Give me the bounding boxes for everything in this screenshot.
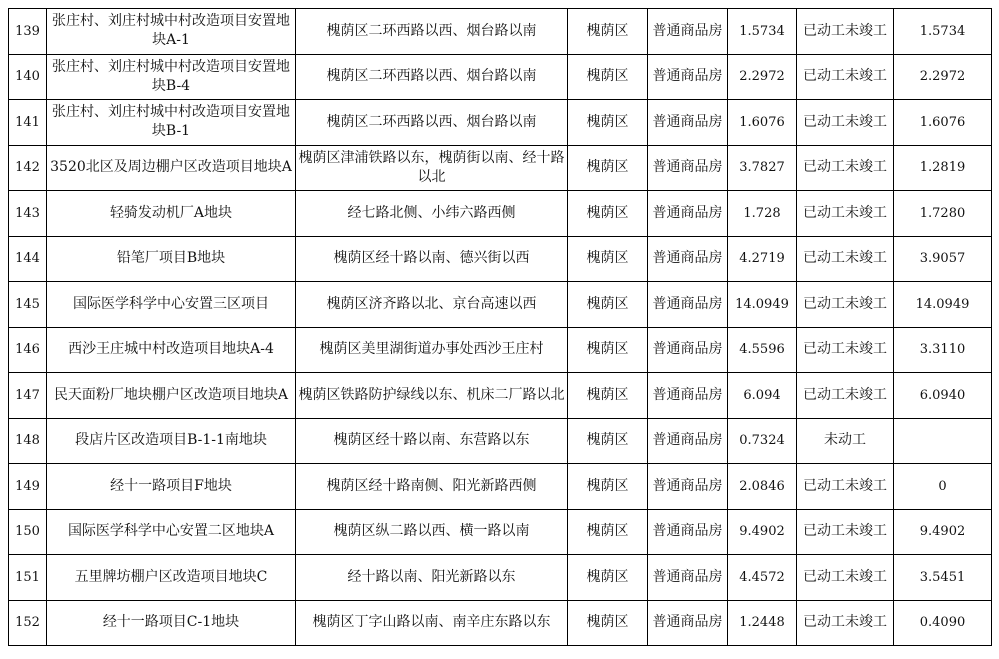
started-area-cell: 1.2819 [894, 145, 992, 191]
area-cell: 1.6076 [728, 100, 797, 146]
started-area-cell: 2.2972 [894, 54, 992, 100]
area-cell: 4.2719 [728, 236, 797, 282]
project-name-cell: 国际医学科学中心安置三区项目 [47, 282, 296, 328]
row-number-cell: 150 [9, 509, 47, 555]
table-row [9, 282, 992, 328]
table-row [9, 418, 992, 464]
started-area-cell: 0.4090 [894, 600, 992, 646]
housing-type-cell: 普通商品房 [648, 100, 728, 146]
housing-type-cell: 普通商品房 [648, 373, 728, 419]
row-number-cell: 141 [9, 100, 47, 146]
district-cell: 槐荫区 [568, 191, 648, 237]
table-body [9, 9, 992, 646]
project-name-cell: 五里牌坊棚户区改造项目地块C [47, 555, 296, 601]
started-area-cell: 1.6076 [894, 100, 992, 146]
area-cell: 1.5734 [728, 9, 797, 55]
district-cell: 槐荫区 [568, 600, 648, 646]
started-area-cell: 3.9057 [894, 236, 992, 282]
district-cell: 槐荫区 [568, 555, 648, 601]
location-cell: 槐荫区二环西路以西、烟台路以南 [296, 100, 568, 146]
status-cell: 已动工未竣工 [797, 9, 894, 55]
table-row [9, 509, 992, 555]
project-name-cell: 经十一路项目C-1地块 [47, 600, 296, 646]
district-cell: 槐荫区 [568, 373, 648, 419]
started-area-cell: 3.5451 [894, 555, 992, 601]
location-cell: 槐荫区纵二路以西、横一路以南 [296, 509, 568, 555]
area-cell: 2.0846 [728, 464, 797, 510]
row-number-cell: 149 [9, 464, 47, 510]
project-name-cell: 张庄村、刘庄村城中村改造项目安置地块B-4 [47, 54, 296, 100]
started-area-cell: 9.4902 [894, 509, 992, 555]
area-cell: 4.5596 [728, 327, 797, 373]
location-cell: 槐荫区津浦铁路以东，槐荫街以南、经十路以北 [296, 145, 568, 191]
housing-type-cell: 普通商品房 [648, 555, 728, 601]
district-cell: 槐荫区 [568, 509, 648, 555]
started-area-cell: 1.5734 [894, 9, 992, 55]
row-number-cell: 147 [9, 373, 47, 419]
table-row [9, 145, 992, 191]
row-number-cell: 143 [9, 191, 47, 237]
district-cell: 槐荫区 [568, 9, 648, 55]
row-number-cell: 144 [9, 236, 47, 282]
location-cell: 槐荫区二环西路以西、烟台路以南 [296, 9, 568, 55]
status-cell: 已动工未竣工 [797, 555, 894, 601]
location-cell: 槐荫区经十路南侧、阳光新路西侧 [296, 464, 568, 510]
table-row [9, 191, 992, 237]
table-row [9, 54, 992, 100]
housing-type-cell: 普通商品房 [648, 418, 728, 464]
project-name-cell: 轻骑发动机厂A地块 [47, 191, 296, 237]
status-cell: 未动工 [797, 418, 894, 464]
started-area-cell: 14.0949 [894, 282, 992, 328]
housing-type-cell: 普通商品房 [648, 145, 728, 191]
location-cell: 槐荫区济齐路以北、京台高速以西 [296, 282, 568, 328]
location-cell: 槐荫区二环西路以西、烟台路以南 [296, 54, 568, 100]
project-name-cell: 国际医学科学中心安置二区地块A [47, 509, 296, 555]
status-cell: 已动工未竣工 [797, 100, 894, 146]
table-row [9, 236, 992, 282]
district-cell: 槐荫区 [568, 54, 648, 100]
housing-type-cell: 普通商品房 [648, 600, 728, 646]
district-cell: 槐荫区 [568, 145, 648, 191]
district-cell: 槐荫区 [568, 236, 648, 282]
housing-type-cell: 普通商品房 [648, 54, 728, 100]
table-row [9, 327, 992, 373]
project-name-cell: 张庄村、刘庄村城中村改造项目安置地块B-1 [47, 100, 296, 146]
project-name-cell: 3520北区及周边棚户区改造项目地块A [47, 145, 296, 191]
started-area-cell [894, 418, 992, 464]
row-number-cell: 146 [9, 327, 47, 373]
area-cell: 9.4902 [728, 509, 797, 555]
row-number-cell: 140 [9, 54, 47, 100]
housing-type-cell: 普通商品房 [648, 282, 728, 328]
housing-type-cell: 普通商品房 [648, 9, 728, 55]
row-number-cell: 148 [9, 418, 47, 464]
location-cell: 槐荫区美里湖街道办事处西沙王庄村 [296, 327, 568, 373]
table-row [9, 464, 992, 510]
table-row [9, 373, 992, 419]
district-cell: 槐荫区 [568, 327, 648, 373]
table-row [9, 9, 992, 55]
status-cell: 已动工未竣工 [797, 464, 894, 510]
area-cell: 1.2448 [728, 600, 797, 646]
project-name-cell: 西沙王庄城中村改造项目地块A-4 [47, 327, 296, 373]
area-cell: 4.4572 [728, 555, 797, 601]
location-cell: 经十路以南、阳光新路以东 [296, 555, 568, 601]
status-cell: 已动工未竣工 [797, 145, 894, 191]
started-area-cell: 6.0940 [894, 373, 992, 419]
area-cell: 14.0949 [728, 282, 797, 328]
location-cell: 槐荫区丁字山路以南、南辛庄东路以东 [296, 600, 568, 646]
project-name-cell: 段店片区改造项目B-1-1南地块 [47, 418, 296, 464]
table-row [9, 600, 992, 646]
row-number-cell: 145 [9, 282, 47, 328]
location-cell: 槐荫区经十路以南、德兴街以西 [296, 236, 568, 282]
row-number-cell: 151 [9, 555, 47, 601]
housing-type-cell: 普通商品房 [648, 464, 728, 510]
status-cell: 已动工未竣工 [797, 327, 894, 373]
housing-type-cell: 普通商品房 [648, 236, 728, 282]
row-number-cell: 152 [9, 600, 47, 646]
status-cell: 已动工未竣工 [797, 373, 894, 419]
area-cell: 1.728 [728, 191, 797, 237]
area-cell: 6.094 [728, 373, 797, 419]
district-cell: 槐荫区 [568, 100, 648, 146]
district-cell: 槐荫区 [568, 282, 648, 328]
status-cell: 已动工未竣工 [797, 600, 894, 646]
housing-type-cell: 普通商品房 [648, 191, 728, 237]
location-cell: 经七路北侧、小纬六路西侧 [296, 191, 568, 237]
land-supply-table [8, 8, 992, 646]
location-cell: 槐荫区经十路以南、东营路以东 [296, 418, 568, 464]
row-number-cell: 142 [9, 145, 47, 191]
area-cell: 3.7827 [728, 145, 797, 191]
table-row [9, 100, 992, 146]
area-cell: 2.2972 [728, 54, 797, 100]
status-cell: 已动工未竣工 [797, 509, 894, 555]
housing-type-cell: 普通商品房 [648, 327, 728, 373]
project-name-cell: 张庄村、刘庄村城中村改造项目安置地块A-1 [47, 9, 296, 55]
started-area-cell: 3.3110 [894, 327, 992, 373]
project-name-cell: 民天面粉厂地块棚户区改造项目地块A [47, 373, 296, 419]
started-area-cell: 1.7280 [894, 191, 992, 237]
status-cell: 已动工未竣工 [797, 282, 894, 328]
row-number-cell: 139 [9, 9, 47, 55]
location-cell: 槐荫区铁路防护绿线以东、机床二厂路以北 [296, 373, 568, 419]
status-cell: 已动工未竣工 [797, 236, 894, 282]
project-name-cell: 铅笔厂项目B地块 [47, 236, 296, 282]
table-row [9, 555, 992, 601]
district-cell: 槐荫区 [568, 418, 648, 464]
project-name-cell: 经十一路项目F地块 [47, 464, 296, 510]
status-cell: 已动工未竣工 [797, 54, 894, 100]
started-area-cell: 0 [894, 464, 992, 510]
housing-type-cell: 普通商品房 [648, 509, 728, 555]
area-cell: 0.7324 [728, 418, 797, 464]
district-cell: 槐荫区 [568, 464, 648, 510]
status-cell: 已动工未竣工 [797, 191, 894, 237]
